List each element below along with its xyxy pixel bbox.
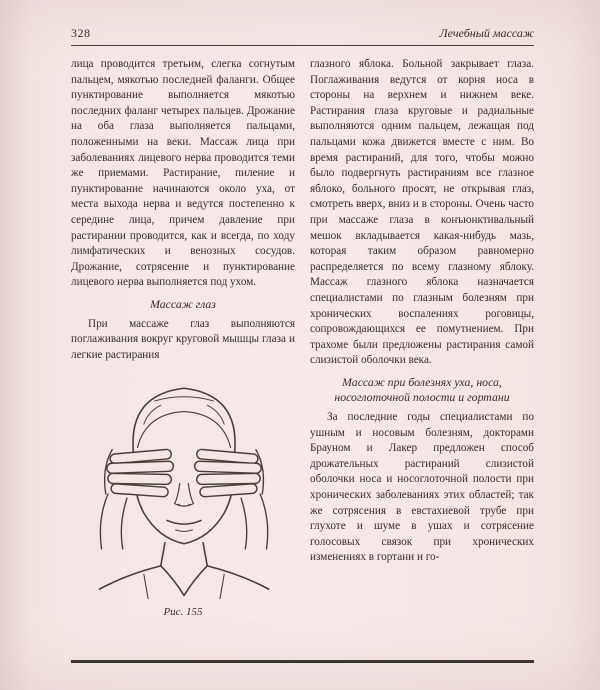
page-number: 328 [71,26,91,40]
right-paragraph-2: За последние годы специалистами по ушным и носовым болезням, докторами Брауном и Лакер предложен способ дрожательных растираний слизистой оболочки носа и носоглоточной полости при хронических заболеваниях этих областей; так же сотрясения в евстахиевой трубе при глухоте и шуме в ушах и сотрясение голосовых связок при хронических изменениях в гортани и го- [310,411,534,564]
left-paragraph-1: лица проводится третьим, слегка согнутым пальцем, мякотью последней фаланги. Общее пунктирование выполняется мякотью последних фаланг четырех пальцев. Дрожание на оба глаза выполняется пальцами, положенными на веки. Массаж лица при заболеваниях лицевого нерва проводится теми же приемами. Растирание, пиление и пунктирование начинаются около уха, от места выхода нерва и ведутся постепенно к середине лица, причем давление при растирании проводится, как и всегда, по ходу лимфатических и венозных сосудов. Дрожание, сотрясение и пунктирование лицевого нерва выполняется под ухом. [71,58,295,289]
figure-155 [71,371,295,618]
right-column [310,57,534,618]
running-title: Лечебный массаж [439,26,534,40]
text-columns [71,57,534,618]
section-heading-ear-nose-throat: Массаж при болезнях уха, носа, носоглоточной полости и гортани [334,374,510,405]
footer-rule [71,660,534,663]
figure-caption: Рис. 155 [163,606,203,619]
section-heading-eye-massage: Массаж глаз [150,296,216,311]
eye-massage-illustration [91,371,276,599]
page-header [71,26,534,46]
left-column [71,57,295,618]
right-paragraph-1: глазного яблока. Больной закрывает глаза. Поглаживания ведутся от корня носа в стороны на верхнем и нижнем веке. Растирания глаза круговые и радиальные выполняются одним пальцем, лежащая под пальцами кожа движется вместе с ним. Во время растираний, для того, чтобы можно было подвергнуть растираниям все глазное яблоко, больного просят, не открывая глаз, смотреть вверх, вниз и в стороны. Очень часто при массаже глаза в конъюнктивальный мешок вкладывается какая-нибудь мазь, которая таким образом равномерно распределяется по всему глазному яблоку. Массаж глазного яблока назначается специалистами по глазным болезням при хронических воспалениях роговицы, сопровождающихся ее помутнением. При трахоме были предложены растирания самой слизистой оболочки века. [310,58,534,367]
left-paragraph-2: При массаже глаз выполняются поглаживания вокруг круговой мышцы глаза и легкие растирания [71,317,295,361]
